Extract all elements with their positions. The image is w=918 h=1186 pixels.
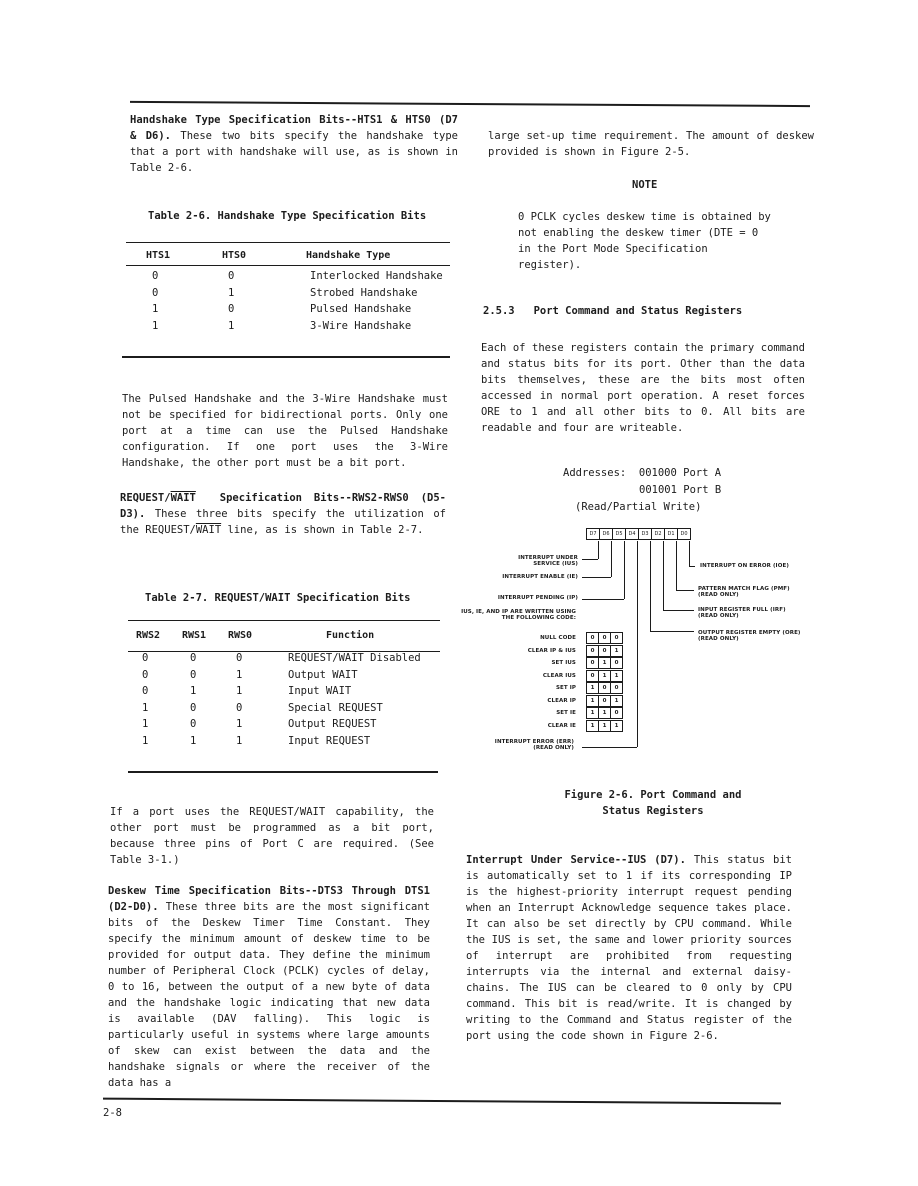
code-row bbox=[470, 720, 622, 733]
table26-cell: 1 bbox=[152, 319, 159, 332]
code-label: SET IE bbox=[556, 710, 576, 717]
table26-cell: 0 bbox=[152, 286, 159, 299]
code-bit: 1 bbox=[586, 707, 599, 719]
table27-row bbox=[132, 683, 442, 700]
table27-cell: 1 bbox=[190, 734, 197, 747]
code-label: CLEAR IUS bbox=[542, 672, 576, 679]
left-intro bbox=[130, 112, 458, 176]
reqwait-paragraph bbox=[120, 490, 446, 538]
table27-cell: 0 bbox=[142, 652, 149, 665]
register-bit-d7: D7 bbox=[587, 529, 600, 539]
table27 bbox=[132, 620, 442, 749]
table27-bottom-rule bbox=[128, 771, 438, 773]
table26-cell: 1 bbox=[152, 303, 159, 316]
table26-cell: Pulsed Handshake bbox=[310, 303, 412, 316]
code-bit: 1 bbox=[598, 707, 611, 719]
register-bit-boxes bbox=[586, 528, 691, 540]
table27-cell: 0 bbox=[190, 652, 197, 665]
table27-cell: 0 bbox=[190, 668, 197, 681]
address-port-a: 001000 Port A bbox=[638, 467, 722, 479]
figure-caption-line1: Figure 2-6. Port Command and bbox=[564, 789, 742, 801]
table27-cell: 0 bbox=[190, 701, 197, 714]
table27-cell: REQUEST/WAIT Disabled bbox=[288, 652, 421, 665]
code-label: NULL CODE bbox=[540, 635, 576, 642]
code-row bbox=[470, 695, 622, 708]
reqwait-heading-bits: (D5-D3). bbox=[120, 492, 446, 520]
figure-label-pmf: PATTERN MATCH FLAG (PMF) (READ ONLY) bbox=[698, 586, 790, 598]
code-label: CLEAR IP & IUS bbox=[527, 647, 576, 654]
code-row bbox=[470, 707, 622, 720]
code-bit: 0 bbox=[598, 682, 611, 694]
hts-heading-bits: (D7 & D6). bbox=[130, 114, 458, 142]
table26-cell: 1 bbox=[228, 286, 235, 299]
table26-row bbox=[130, 318, 450, 335]
figure-label-ip: INTERRUPT PENDING (IP) bbox=[497, 595, 578, 601]
table27-cell: 1 bbox=[236, 685, 243, 698]
table27-header-rws2: RWS2 bbox=[136, 629, 161, 641]
register-bit-d4: D4 bbox=[626, 529, 639, 539]
deskew-paragraph bbox=[108, 883, 430, 1091]
table27-cell: 1 bbox=[142, 734, 149, 747]
code-bit: 0 bbox=[598, 695, 611, 707]
figure-label-irf: INPUT REGISTER FULL (IRF) (READ ONLY) bbox=[698, 607, 786, 619]
table26-header-type: Handshake Type bbox=[306, 249, 391, 261]
code-bit: 0 bbox=[610, 682, 623, 694]
code-bit: 1 bbox=[610, 695, 623, 707]
table27-cell: 0 bbox=[142, 668, 149, 681]
table27-row bbox=[132, 650, 442, 667]
code-bit: 1 bbox=[586, 682, 599, 694]
code-bit: 1 bbox=[586, 720, 599, 732]
note-text: 0 PCLK cycles deskew time is obtained by not enabling the deskew timer (DTE = 0 in the Port Mode Specification register). bbox=[518, 211, 771, 271]
pulsed-paragraph: The Pulsed Handshake and the 3-Wire Handshake must not be specified for bidirectional ports. Only one port at a time can use the Pulsed Handshake configuration. If one port uses the 3-Wire Handshake, the other port must be a bit port. bbox=[122, 393, 448, 469]
section-heading bbox=[483, 305, 742, 317]
code-bit: 1 bbox=[610, 645, 623, 657]
code-row bbox=[470, 682, 622, 695]
code-table bbox=[470, 632, 622, 732]
table27-cell: 0 bbox=[142, 685, 149, 698]
figure-label-code-note: IUS, IE, AND IP ARE WRITTEN USING THE FOLLOWING CODE: bbox=[461, 609, 576, 621]
address-port-b: 001001 Port B bbox=[639, 484, 722, 496]
section-title: Port Command and Status Registers bbox=[533, 305, 743, 317]
table27-caption: Table 2-7. REQUEST/WAIT Specification Bits bbox=[145, 592, 411, 604]
code-bit: 0 bbox=[610, 707, 623, 719]
table27-cell: Input WAIT bbox=[288, 685, 352, 698]
table27-cell: Special REQUEST bbox=[288, 701, 383, 714]
code-row bbox=[470, 657, 622, 670]
reqwait-heading-c: Specification Bits--RWS2-RWS0 bbox=[219, 492, 409, 504]
code-row bbox=[470, 632, 622, 645]
table27-cell: 1 bbox=[142, 701, 149, 714]
figure-caption-line2: Status Registers bbox=[602, 805, 704, 817]
code-bit: 0 bbox=[598, 632, 611, 644]
reqwait-text-wait: WAIT bbox=[195, 524, 222, 536]
hts-text: These two bits specify the handshake type that a port with handshake will use, as is shown in Table 2-6. bbox=[130, 130, 458, 174]
deskew-text: These three bits are the most significant bits of the Deskew Timer Time Constant. They specify the minimum amount of deskew time to be provided for output data. They define the minimum number of Peripheral Clock (PCLK) cycles of delay, 0 to 16, between the output of a new byte of data and the handshake logic indicating that new data is available (DAV falling). This logic is particularly useful in systems where large amounts of skew can exist between the data and the handshake signals or where the receiver of the data has a bbox=[108, 901, 430, 1089]
top-rule bbox=[130, 101, 810, 107]
code-bit: 0 bbox=[586, 657, 599, 669]
table26-caption: Table 2-6. Handshake Type Specification Bits bbox=[148, 210, 427, 222]
register-bit-d6: D6 bbox=[600, 529, 613, 539]
table26-row bbox=[130, 268, 450, 285]
reqwait-text-c: line, as is shown in Table 2-7. bbox=[227, 524, 424, 536]
hts-heading: Handshake Type Specification Bits--HTS1 & HTS0 bbox=[130, 114, 431, 126]
code-label: CLEAR IE bbox=[547, 722, 576, 729]
code-bit: 0 bbox=[610, 632, 623, 644]
table26-cell: 0 bbox=[228, 270, 235, 283]
register-bit-d1: D1 bbox=[665, 529, 678, 539]
figure-label-ius: INTERRUPT UNDER SERVICE (IUS) bbox=[518, 555, 578, 567]
register-bit-d5: D5 bbox=[613, 529, 626, 539]
table26-row bbox=[130, 301, 450, 318]
figure-label-err: INTERRUPT ERROR (ERR) (READ ONLY) bbox=[494, 739, 574, 751]
ius-heading: Interrupt Under Service--IUS (D7). bbox=[466, 854, 686, 866]
bitport-paragraph: If a port uses the REQUEST/WAIT capability, the other port must be programmed as a bit port, because three pins of Port C are required. (See Table 3-1.) bbox=[110, 806, 434, 866]
table27-cell: 0 bbox=[236, 701, 243, 714]
table27-header-rws1: RWS1 bbox=[182, 629, 207, 641]
table27-cell: 0 bbox=[236, 652, 243, 665]
deskew-heading: Deskew Time Specification Bits--DTS3 Through DTS1 bbox=[108, 885, 430, 897]
reqwait-text-a: These three bits specify the utilization of the REQUEST/ bbox=[120, 508, 446, 536]
table27-cell: 1 bbox=[190, 685, 197, 698]
table26-header-rule bbox=[126, 265, 450, 266]
deskew-heading-bits: (D2-D0). bbox=[108, 901, 159, 913]
addresses bbox=[563, 465, 721, 516]
code-row bbox=[470, 645, 622, 658]
table26-cell: 0 bbox=[152, 270, 159, 283]
addresses-label: Addresses: bbox=[563, 467, 627, 479]
code-bit: 0 bbox=[586, 670, 599, 682]
table26-cell: 3-Wire Handshake bbox=[310, 319, 412, 332]
code-row bbox=[470, 670, 622, 683]
figure-label-ore: OUTPUT REGISTER EMPTY (ORE) (READ ONLY) bbox=[698, 630, 801, 642]
table27-cell: 0 bbox=[190, 718, 197, 731]
table27-row bbox=[132, 733, 442, 750]
register-bit-d0: D0 bbox=[680, 531, 688, 537]
code-label: CLEAR IP bbox=[547, 697, 576, 704]
code-bit: 1 bbox=[610, 670, 623, 682]
reqwait-heading-wait: WAIT bbox=[170, 492, 196, 504]
table27-header-rule bbox=[128, 651, 440, 652]
table27-row bbox=[132, 716, 442, 733]
code-bit: 0 bbox=[586, 632, 599, 644]
bottom-rule bbox=[103, 1098, 781, 1104]
table27-cell: Output REQUEST bbox=[288, 718, 377, 731]
table26-cell: Interlocked Handshake bbox=[310, 270, 443, 283]
register-bit-d2: D2 bbox=[652, 529, 665, 539]
table26-cell: Strobed Handshake bbox=[310, 286, 418, 299]
ius-text: This status bit is automatically set to 1 if its corresponding IP is the highest-priority interrupt request pending when an Interrupt Acknowledge sequence takes place. It can also be set directly by CPU command. While the IUS is set, the same and lower priority sources of interrupt are prohibited from requesting interrupts via the internal and external daisy-chains. The IUS can be cleared to 0 only by CPU command. This bit is read/write. It is changed by writing to the Command and Status register of the port using the code shown in Figure 2-6. bbox=[466, 854, 793, 1042]
code-label: SET IP bbox=[555, 685, 576, 692]
access-note: (Read/Partial Write) bbox=[575, 501, 702, 513]
register-bit-d3: D3 bbox=[639, 529, 652, 539]
table27-header-rws0: RWS0 bbox=[228, 629, 253, 641]
figure-caption bbox=[538, 787, 768, 819]
table27-row bbox=[132, 700, 442, 717]
code-bit: 1 bbox=[610, 720, 623, 732]
table27-cell: 1 bbox=[236, 668, 243, 681]
table26 bbox=[130, 242, 450, 334]
figure-label-ioe: INTERRUPT ON ERROR (IOE) bbox=[700, 563, 789, 569]
section-text: Each of these registers contain the primary command and status bits for its port. Other than the data bits themselves, these are the bits most often accessed in normal port operation. A reset forces ORE to 1 and all other bits to 0. All bits are readable and four are writeable. bbox=[481, 342, 805, 434]
section-number: 2.5.3 bbox=[483, 305, 515, 317]
table27-cell: 1 bbox=[236, 718, 243, 731]
table26-header-hts1: HTS1 bbox=[146, 249, 171, 261]
table27-row bbox=[132, 667, 442, 684]
table26-row bbox=[130, 285, 450, 302]
table26-bottom-rule bbox=[122, 356, 450, 358]
table26-header-hts0: HTS0 bbox=[222, 249, 247, 261]
table27-header-function: Function bbox=[326, 629, 375, 641]
figure-label-ie: INTERRUPT ENABLE (IE) bbox=[502, 574, 578, 580]
reqwait-heading-a: REQUEST/ bbox=[120, 492, 171, 504]
code-bit: 1 bbox=[598, 657, 611, 669]
code-bit: 0 bbox=[598, 645, 611, 657]
ius-paragraph bbox=[466, 852, 792, 1044]
page-number: 2-8 bbox=[103, 1107, 122, 1119]
table27-cell: Input REQUEST bbox=[288, 734, 371, 747]
code-bit: 1 bbox=[598, 670, 611, 682]
code-bit: 1 bbox=[598, 720, 611, 732]
code-bit: 0 bbox=[610, 657, 623, 669]
note-title: NOTE bbox=[632, 179, 658, 191]
table27-cell: 1 bbox=[142, 718, 149, 731]
code-bit: 0 bbox=[586, 645, 599, 657]
table26-cell: 1 bbox=[228, 319, 235, 332]
right-top-paragraph: large set-up time requirement. The amount of deskew provided is shown in Figure 2-5. bbox=[488, 130, 814, 158]
code-bit: 1 bbox=[586, 695, 599, 707]
table26-cell: 0 bbox=[228, 303, 235, 316]
table27-cell: 1 bbox=[236, 734, 243, 747]
table27-cell: Output WAIT bbox=[288, 668, 358, 681]
code-label: SET IUS bbox=[551, 660, 576, 667]
